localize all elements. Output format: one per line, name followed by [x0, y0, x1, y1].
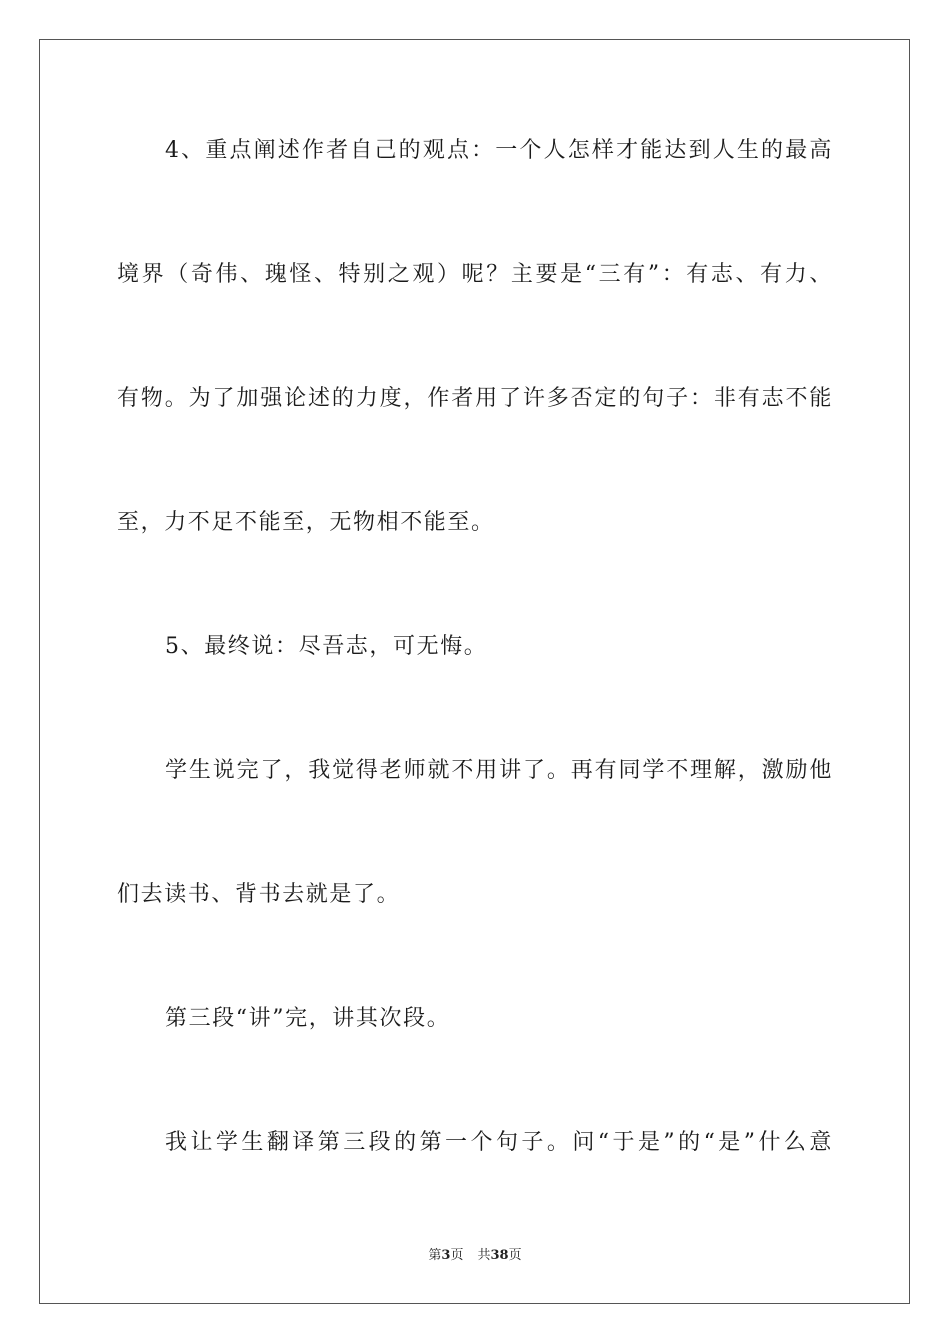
paragraph-line: 学生说完了，我觉得老师就不用讲了。再有同学不理解，激励他	[165, 758, 833, 783]
paragraph-line: 我让学生翻译第三段的第一个句子。问“于是”的“是”什么意	[165, 1130, 833, 1155]
total-pages: 38	[490, 1248, 509, 1263]
page-footer	[0, 1247, 950, 1265]
total-suffix: 页	[508, 1248, 522, 1263]
paragraph-line: 们去读书、背书去就是了。	[117, 882, 401, 907]
page-prefix: 第	[428, 1248, 442, 1263]
paragraph-line: 第三段“讲”完，讲其次段。	[165, 1006, 451, 1031]
page-number: 3	[441, 1248, 451, 1263]
page-suffix: 页	[450, 1248, 464, 1263]
paragraph-line: 境界（奇伟、瑰怪、特别之观）呢？主要是“三有”：有志、有力、	[117, 262, 833, 287]
paragraph-line: 5、最终说：尽吾志，可无悔。	[165, 634, 488, 659]
page-border	[39, 39, 910, 1304]
paragraph-line: 至，力不足不能至，无物相不能至。	[117, 510, 495, 535]
paragraph-line: 4、重点阐述作者自己的观点：一个人怎样才能达到人生的最高	[165, 138, 833, 163]
paragraph-line: 有物。为了加强论述的力度，作者用了许多否定的句子：非有志不能	[117, 386, 833, 411]
total-prefix: 共	[477, 1248, 491, 1263]
